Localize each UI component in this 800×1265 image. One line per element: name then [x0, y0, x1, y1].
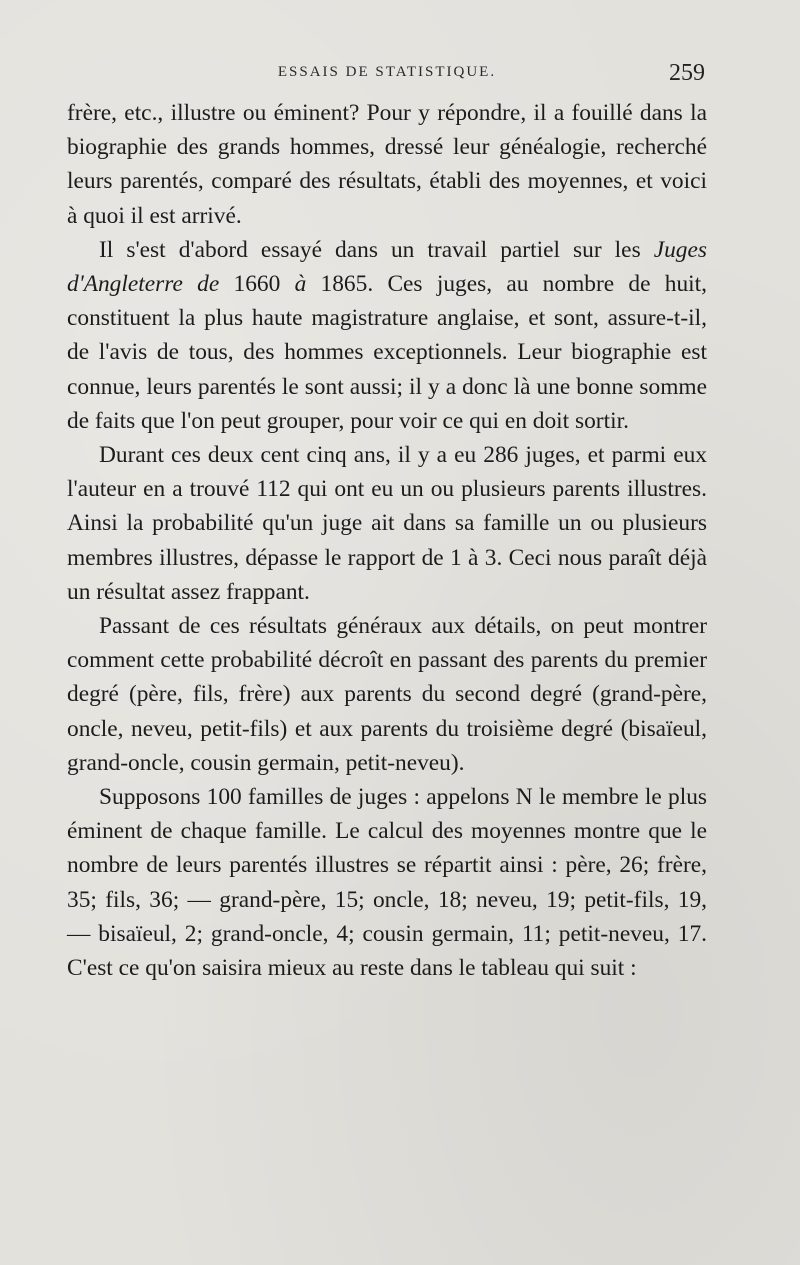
running-head	[67, 58, 707, 96]
paragraph-1: frère, etc., illustre ou éminent? Pour y répondre, il a fouillé dans la biographie des grands hommes, dressé leur généalogie, recherché leurs parentés, comparé des résultats, établi des moyennes, et voici à quoi il est arrivé.	[67, 100, 707, 229]
paragraph-2	[67, 233, 707, 438]
book-page	[67, 58, 707, 985]
paragraph-2-italic-a: à	[294, 271, 307, 298]
page-number: 259	[669, 60, 705, 86]
paragraph-2-italic-title: Juges d'Angleterre de	[67, 236, 707, 298]
paragraph-5: Supposons 100 familles de juges : appelons N le membre le plus éminent de chaque famille. Le calcul des moyennes montre que le nombre de leurs parentés illustres se répartit ainsi : père, 26; frère, 35; fils, 36; — grand-père, 15; oncle, 18; neveu, 19; petit-fils, 19, — bisaïeul, 2; grand-oncle, 4; cousin germain, 11; petit-neveu, 17. C'est ce qu'on saisira mieux au reste dans le tableau qui suit :	[67, 784, 707, 982]
paragraph-3: Durant ces deux cent cinq ans, il y a eu 286 juges, et parmi eux l'auteur en a trouvé 112 qui ont eu un ou plusieurs parents illustres. Ainsi la probabilité qu'un juge ait dans sa famille un ou plusieurs membres illustres, dépasse le rapport de 1 à 3. Ceci nous paraît déjà un résultat assez frappant.	[67, 442, 707, 605]
running-title: ESSAIS DE STATISTIQUE.	[277, 64, 497, 80]
paragraph-4: Passant de ces résultats généraux aux détails, on peut montrer comment cette probabilité décroît en passant des parents du premier degré (père, fils, frère) aux parents du second degré (grand-père, oncle, neveu, petit-fils) et aux parents du troisième degré (bisaïeul, grand-oncle, cousin germain, petit-neveu).	[67, 613, 707, 776]
paragraph-2-post: 1865. Ces juges, au nombre de huit, constituent la plus haute magistrature anglaise, et sont, assure-t-il, de l'avis de tous, des hommes exceptionnels. Leur biographie est connue, leurs parentés le sont aussi; il y a donc là une bonne somme de faits que l'on peut grouper, pour voir ce qui en doit sortir.	[67, 271, 707, 434]
paragraph-2-pre: Il s'est d'abord essayé dans un travail partiel sur les	[99, 236, 654, 263]
body-text	[67, 96, 707, 985]
paragraph-2-mid: 1660	[219, 271, 295, 298]
